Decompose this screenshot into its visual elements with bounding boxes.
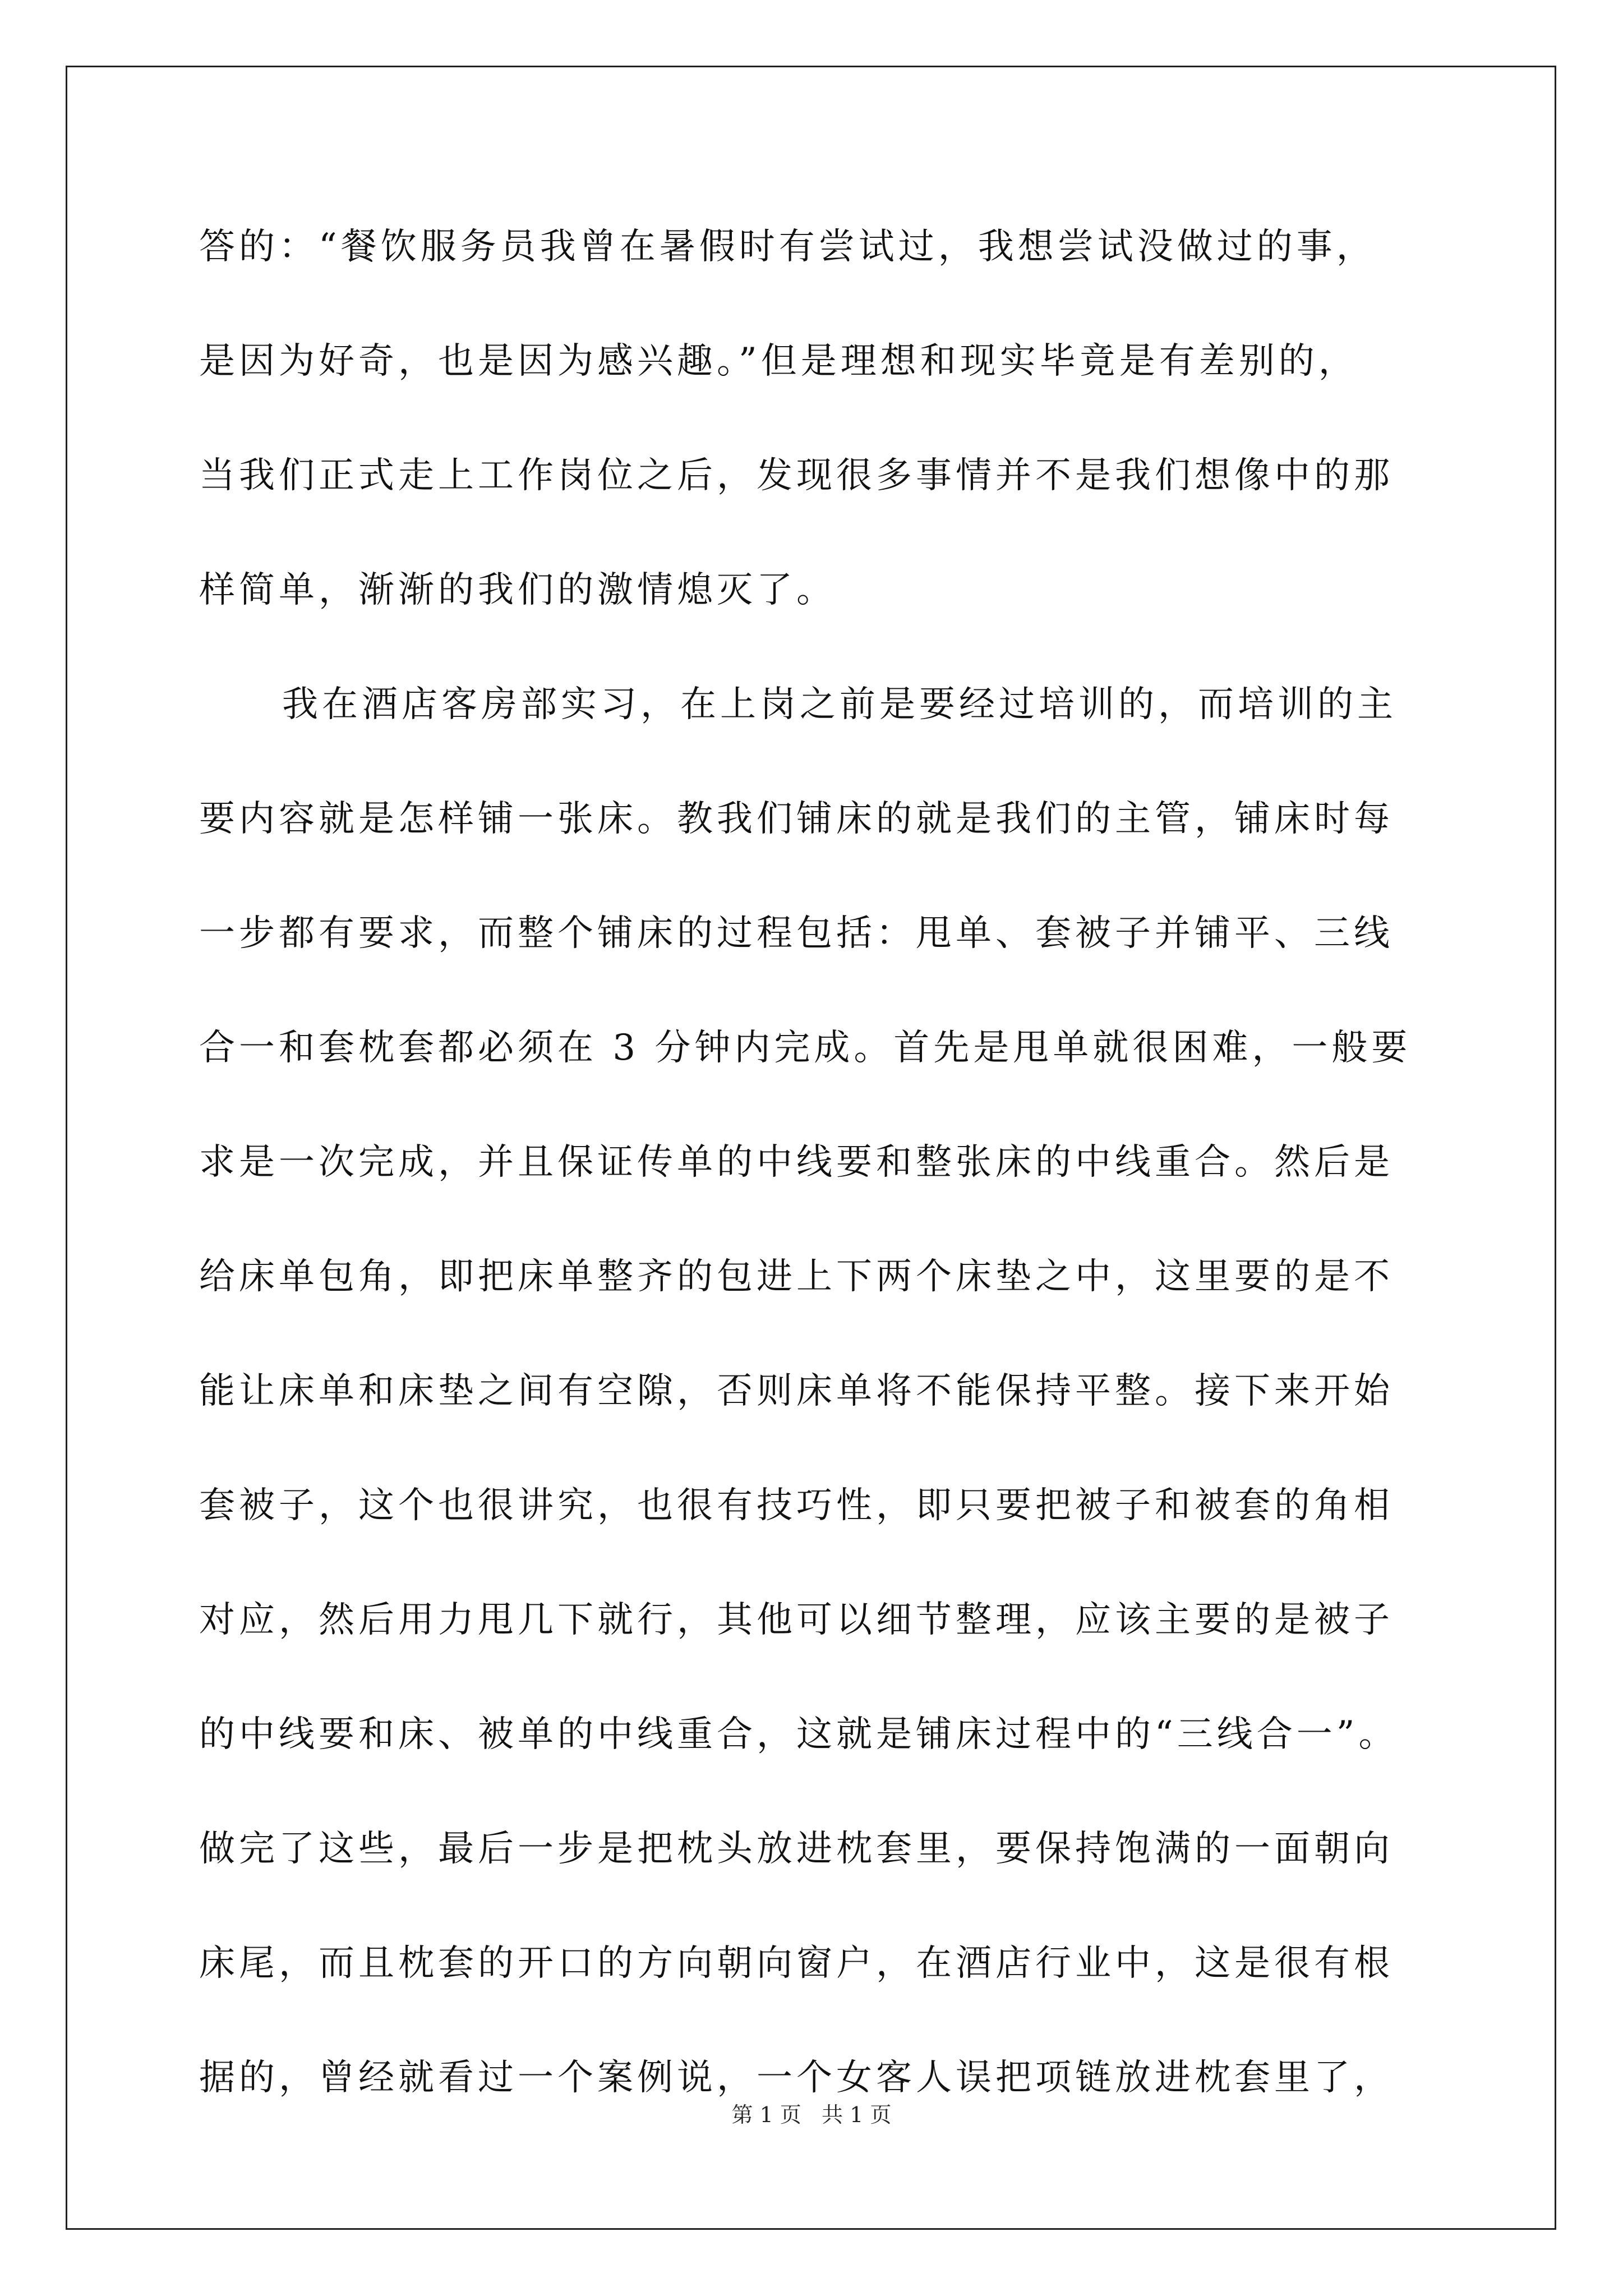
- paragraph-2-line-9: 对应，然后用力甩几下就行，其他可以细节整理，应该主要的是被子: [199, 1599, 1394, 1641]
- paragraph-2-line-12: 床尾，而且枕套的开口的方向朝向窗户，在酒店行业中，这是很有根: [199, 1943, 1394, 1984]
- paragraph-2-line-3: 一步都有要求，而整个铺床的过程包括：甩单、套被子并铺平、三线: [199, 913, 1394, 954]
- paragraph-2-line-10: 的中线要和床、被单的中线重合，这就是铺床过程中的“三线合一”。: [199, 1714, 1399, 1755]
- paragraph-2-line-5: 求是一次完成，并且保证传单的中线要和整张床的中线重合。然后是: [199, 1142, 1394, 1183]
- paragraph-2-line-1: 我在酒店客房部实习，在上岗之前是要经过培训的，而培训的主: [282, 684, 1397, 725]
- paragraph-2-line-13: 据的，曾经就看过一个案例说，一个女客人误把项链放进枕套里了，: [199, 2057, 1394, 2099]
- paragraph-1-line-1: 答的：“餐饮服务员我曾在暑假时有尝试过，我想尝试没做过的事，: [199, 226, 1376, 268]
- paragraph-1-line-3: 当我们正式走上工作岗位之后，发现很多事情并不是我们想像中的那: [199, 455, 1394, 496]
- paragraph-2-line-4: 合一和套枕套都必须在 3 分钟内完成。首先是甩单就很困难，一般要: [199, 1027, 1412, 1069]
- paragraph-2-line-8: 套被子，这个也很讲究，也很有技巧性，即只要把被子和被套的角相: [199, 1485, 1394, 1526]
- paragraph-2-line-6: 给床单包角，即把床单整齐的包进上下两个床垫之中，这里要的是不: [199, 1256, 1394, 1297]
- paragraph-1-line-4: 样简单，渐渐的我们的激情熄灭了。: [199, 569, 836, 611]
- paragraph-1-line-2: 是因为好奇，也是因为感兴趣。”但是理想和现实毕竟是有差别的，: [199, 341, 1358, 382]
- paragraph-2-line-11: 做完了这些，最后一步是把枕头放进枕套里，要保持饱满的一面朝向: [199, 1828, 1394, 1870]
- page-number-footer: 第 1 页 共 1 页: [731, 2102, 892, 2127]
- paragraph-2-line-2: 要内容就是怎样铺一张床。教我们铺床的就是我们的主管，铺床时每: [199, 798, 1394, 840]
- paragraph-2-line-7: 能让床单和床垫之间有空隙，否则床单将不能保持平整。接下来开始: [199, 1370, 1394, 1412]
- document-body: [199, 190, 1426, 2135]
